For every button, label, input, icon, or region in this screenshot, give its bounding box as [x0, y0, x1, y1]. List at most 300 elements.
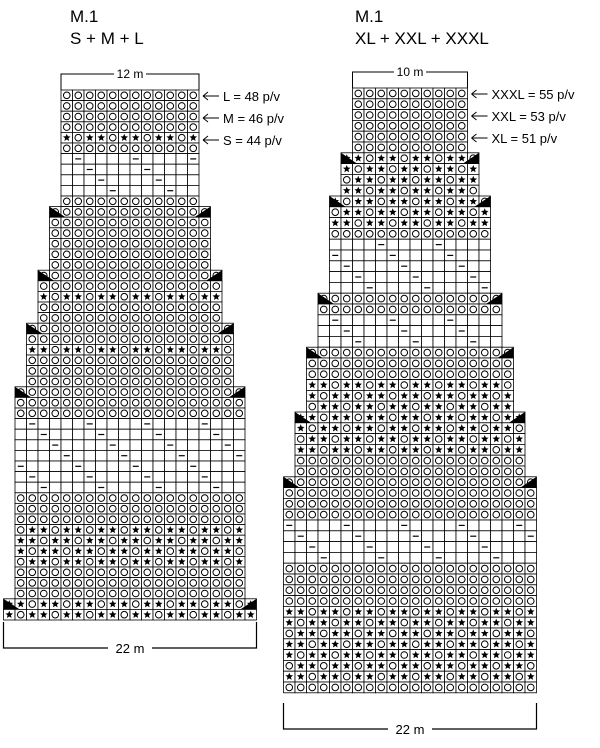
- grid-cell: [330, 272, 342, 283]
- grid-cell: [479, 520, 491, 531]
- grid-cell: [153, 461, 165, 472]
- grid-cell: [38, 419, 50, 430]
- grid-cell: [188, 164, 200, 175]
- grid-cell: [107, 450, 119, 461]
- top-width-label: 10 m: [396, 65, 424, 79]
- chart-row: [284, 671, 537, 682]
- size-label: XXXL = 55 p/v: [491, 87, 575, 102]
- chart-row: [284, 552, 537, 563]
- grid-cell: [422, 261, 434, 272]
- grid-cell: [445, 282, 457, 293]
- chart-row: [330, 250, 491, 261]
- grid-cell: [387, 520, 399, 531]
- chart-row: [318, 336, 502, 347]
- grid-cell: [479, 272, 491, 283]
- grid-cell: [119, 164, 131, 175]
- grid-cell: [456, 315, 468, 326]
- grid-cell: [525, 542, 537, 553]
- grid-cell: [468, 552, 480, 563]
- grid-cell: [468, 239, 480, 250]
- grid-cell: [176, 154, 188, 165]
- grid-cell: [211, 419, 223, 430]
- grid-cell: [84, 154, 96, 165]
- bottom-width-label: 22 m: [115, 641, 145, 656]
- grid-cell: [318, 520, 330, 531]
- grid-cell: [353, 315, 365, 326]
- grid-cell: [330, 531, 342, 542]
- grid-cell: [119, 175, 131, 186]
- grid-cell: [341, 542, 353, 553]
- grid-cell: [176, 472, 188, 483]
- chart-row: [330, 207, 491, 218]
- grid-cell: [330, 552, 342, 563]
- chart-row: [50, 217, 211, 228]
- grid-cell: [61, 419, 73, 430]
- grid-cell: [176, 419, 188, 430]
- grid-cell: [341, 282, 353, 293]
- grid-cell: [199, 440, 211, 451]
- grid-cell: [364, 326, 376, 337]
- grid-cell: [119, 154, 131, 165]
- chart-row: [295, 444, 525, 455]
- grid-cell: [222, 419, 234, 430]
- grid-cell: [364, 336, 376, 347]
- grid-cell: [165, 450, 177, 461]
- grid-cell: [399, 531, 411, 542]
- chart-row: [284, 520, 537, 531]
- grid-cell: [376, 315, 388, 326]
- chart-row: [50, 249, 211, 260]
- grid-cell: [38, 440, 50, 451]
- grid-cell: [491, 520, 503, 531]
- grid-cell: [73, 175, 85, 186]
- grid-cell: [222, 429, 234, 440]
- chart-row: [38, 291, 222, 302]
- grid-cell: [107, 461, 119, 472]
- chart-row: [341, 185, 479, 196]
- grid-cell: [176, 185, 188, 196]
- grid-cell: [61, 175, 73, 186]
- grid-cell: [119, 461, 131, 472]
- grid-cell: [38, 450, 50, 461]
- grid-cell: [341, 315, 353, 326]
- chart-row: [38, 270, 222, 281]
- grid-cell: [364, 250, 376, 261]
- chart-row: [353, 110, 468, 121]
- grid-cell: [479, 552, 491, 563]
- chart-row: [4, 609, 257, 620]
- grid-cell: [199, 429, 211, 440]
- grid-cell: [73, 450, 85, 461]
- grid-cell: [107, 482, 119, 493]
- grid-cell: [176, 440, 188, 451]
- chart-row: [353, 88, 468, 99]
- grid-cell: [96, 164, 108, 175]
- grid-cell: [387, 326, 399, 337]
- chart-right-title: M.1: [355, 7, 384, 26]
- chart-row: [15, 482, 245, 493]
- grid-cell: [514, 542, 526, 553]
- chart-row: [307, 358, 514, 369]
- grid-cell: [295, 520, 307, 531]
- grid-cell: [222, 472, 234, 483]
- grid-cell: [188, 185, 200, 196]
- grid-cell: [433, 531, 445, 542]
- chart-row: [27, 355, 234, 366]
- grid-cell: [422, 272, 434, 283]
- grid-cell: [15, 429, 27, 440]
- grid-cell: [364, 552, 376, 563]
- grid-cell: [364, 261, 376, 272]
- grid-cell: [353, 239, 365, 250]
- grid-cell: [330, 282, 342, 293]
- grid-cell: [445, 272, 457, 283]
- grid-cell: [153, 164, 165, 175]
- grid-cell: [130, 482, 142, 493]
- grid-cell: [295, 552, 307, 563]
- grid-cell: [399, 282, 411, 293]
- grid-cell: [142, 185, 154, 196]
- grid-cell: [142, 440, 154, 451]
- size-label: XL = 51 p/v: [491, 131, 558, 146]
- grid-cell: [107, 164, 119, 175]
- chart-row: [341, 153, 479, 164]
- grid-cell: [502, 542, 514, 553]
- grid-cell: [410, 542, 422, 553]
- chart-row: [295, 455, 525, 466]
- chart-row: [318, 326, 502, 337]
- grid-cell: [211, 472, 223, 483]
- grid-cell: [234, 419, 246, 430]
- grid-cell: [188, 450, 200, 461]
- grid-cell: [376, 250, 388, 261]
- grid-cell: [15, 482, 27, 493]
- grid-cell: [165, 164, 177, 175]
- grid-cell: [445, 552, 457, 563]
- grid-cell: [422, 552, 434, 563]
- grid-cell: [387, 336, 399, 347]
- grid-cell: [433, 250, 445, 261]
- chart-row: [295, 423, 525, 434]
- grid-cell: [199, 450, 211, 461]
- grid-cell: [330, 336, 342, 347]
- grid-cell: [73, 185, 85, 196]
- grid-cell: [27, 429, 39, 440]
- grid-cell: [84, 440, 96, 451]
- grid-cell: [222, 482, 234, 493]
- grid-cell: [222, 461, 234, 472]
- grid-cell: [353, 542, 365, 553]
- grid-cell: [84, 461, 96, 472]
- grid-cell: [364, 315, 376, 326]
- chart-row: [307, 380, 514, 391]
- chart-row: [50, 207, 211, 218]
- grid-cell: [27, 461, 39, 472]
- grid-cell: [330, 520, 342, 531]
- grid-cell: [130, 450, 142, 461]
- grid-cell: [15, 440, 27, 451]
- chart-row: [284, 617, 537, 628]
- grid-cell: [387, 552, 399, 563]
- grid-cell: [153, 419, 165, 430]
- grid-cell: [153, 440, 165, 451]
- grid-cell: [376, 326, 388, 337]
- grid-cell: [479, 239, 491, 250]
- grid-cell: [199, 461, 211, 472]
- grid-cell: [376, 531, 388, 542]
- grid-cell: [142, 154, 154, 165]
- grid-cell: [330, 239, 342, 250]
- grid-cell: [119, 482, 131, 493]
- grid-cell: [188, 482, 200, 493]
- grid-cell: [491, 326, 503, 337]
- grid-cell: [165, 175, 177, 186]
- chart-row: [318, 315, 502, 326]
- chart-row: [38, 281, 222, 292]
- grid-cell: [433, 336, 445, 347]
- grid-cell: [410, 239, 422, 250]
- grid-cell: [176, 164, 188, 175]
- grid-cell: [376, 542, 388, 553]
- grid-cell: [468, 315, 480, 326]
- grid-cell: [341, 272, 353, 283]
- grid-cell: [119, 440, 131, 451]
- grid-cell: [422, 315, 434, 326]
- grid-cell: [456, 552, 468, 563]
- chart-row: [353, 120, 468, 131]
- grid-cell: [433, 326, 445, 337]
- chart-row: [61, 111, 199, 122]
- chart-right-subtitle: XL + XXL + XXXL: [355, 29, 489, 48]
- grid-cell: [73, 482, 85, 493]
- grid-cell: [96, 419, 108, 430]
- grid-cell: [341, 552, 353, 563]
- grid-cell: [130, 164, 142, 175]
- grid-cell: [176, 175, 188, 186]
- chart-row: [27, 376, 234, 387]
- grid-cell: [307, 531, 319, 542]
- grid-cell: [50, 419, 62, 430]
- chart-row: [15, 535, 245, 546]
- grid-cell: [445, 239, 457, 250]
- grid-cell: [410, 315, 422, 326]
- grid-cell: [456, 282, 468, 293]
- grid-cell: [445, 531, 457, 542]
- grid-cell: [353, 552, 365, 563]
- grid-cell: [234, 461, 246, 472]
- grid-cell: [376, 282, 388, 293]
- grid-cell: [84, 175, 96, 186]
- chart-row: [61, 132, 199, 143]
- grid-cell: [130, 185, 142, 196]
- grid-cell: [364, 239, 376, 250]
- grid-cell: [456, 272, 468, 283]
- grid-cell: [318, 326, 330, 337]
- grid-cell: [96, 461, 108, 472]
- grid-cell: [27, 450, 39, 461]
- grid-cell: [399, 239, 411, 250]
- chart-row: [284, 650, 537, 661]
- grid-cell: [234, 429, 246, 440]
- chart-row: [353, 142, 468, 153]
- grid-cell: [341, 531, 353, 542]
- grid-cell: [50, 461, 62, 472]
- grid-cell: [61, 461, 73, 472]
- grid-cell: [50, 429, 62, 440]
- chart-row: [330, 261, 491, 272]
- grid-cell: [211, 461, 223, 472]
- grid-cell: [38, 461, 50, 472]
- chart-row: [307, 401, 514, 412]
- chart-row: [27, 344, 234, 355]
- chart-row: [341, 174, 479, 185]
- grid-cell: [107, 419, 119, 430]
- chart-row: [307, 347, 514, 358]
- chart-row: [15, 546, 245, 557]
- grid-cell: [468, 542, 480, 553]
- grid-cell: [514, 552, 526, 563]
- grid-cell: [119, 472, 131, 483]
- chart-row: [27, 323, 234, 334]
- grid-cell: [307, 520, 319, 531]
- chart-row: [330, 228, 491, 239]
- chart-row: [284, 509, 537, 520]
- size-label: S = 44 p/v: [223, 133, 282, 148]
- grid-cell: [468, 261, 480, 272]
- grid-cell: [433, 261, 445, 272]
- chart-row: [15, 387, 245, 398]
- grid-cell: [491, 315, 503, 326]
- grid-cell: [525, 520, 537, 531]
- chart-row: [318, 304, 502, 315]
- grid-cell: [399, 552, 411, 563]
- chart-row: [284, 563, 537, 574]
- grid-cell: [142, 450, 154, 461]
- grid-cell: [107, 472, 119, 483]
- grid-cell: [479, 261, 491, 272]
- grid-cell: [364, 531, 376, 542]
- grid-cell: [61, 429, 73, 440]
- chart-row: [61, 164, 199, 175]
- grid-cell: [27, 440, 39, 451]
- grid-cell: [376, 272, 388, 283]
- grid-cell: [410, 326, 422, 337]
- grid-cell: [142, 175, 154, 186]
- grid-cell: [318, 315, 330, 326]
- grid-cell: [502, 531, 514, 542]
- grid-cell: [107, 154, 119, 165]
- grid-cell: [73, 440, 85, 451]
- grid-cell: [96, 450, 108, 461]
- chart-row: [61, 122, 199, 133]
- chart-row: [284, 639, 537, 650]
- grid-cell: [341, 250, 353, 261]
- grid-cell: [399, 315, 411, 326]
- chart-row: [50, 228, 211, 239]
- grid-cell: [307, 552, 319, 563]
- grid-cell: [399, 272, 411, 283]
- grid-cell: [468, 520, 480, 531]
- grid-cell: [61, 440, 73, 451]
- chart-row: [284, 574, 537, 585]
- bottom-width-label: 22 m: [395, 722, 425, 737]
- grid-cell: [456, 239, 468, 250]
- grid-cell: [376, 261, 388, 272]
- grid-cell: [318, 542, 330, 553]
- chart-row: [50, 238, 211, 249]
- chart-row: [61, 175, 199, 186]
- chart-row: [15, 514, 245, 525]
- chart-row: [61, 196, 199, 207]
- grid-cell: [491, 336, 503, 347]
- grid-cell: [433, 315, 445, 326]
- chart-row: [15, 556, 245, 567]
- grid-cell: [119, 429, 131, 440]
- grid-cell: [502, 552, 514, 563]
- grid-cell: [211, 450, 223, 461]
- grid-cell: [387, 282, 399, 293]
- chart-row: [15, 525, 245, 536]
- chart-row: [27, 366, 234, 377]
- grid-cell: [153, 185, 165, 196]
- grid-cell: [50, 482, 62, 493]
- chart-row: [318, 293, 502, 304]
- grid-cell: [176, 429, 188, 440]
- chart-row: [330, 239, 491, 250]
- grid-cell: [96, 472, 108, 483]
- chart-left-subtitle: S + M + L: [70, 29, 144, 48]
- grid-cell: [330, 261, 342, 272]
- grid-cell: [445, 336, 457, 347]
- grid-cell: [96, 154, 108, 165]
- grid-cell: [353, 282, 365, 293]
- grid-cell: [15, 450, 27, 461]
- grid-cell: [165, 482, 177, 493]
- grid-cell: [353, 261, 365, 272]
- chart-row: [284, 660, 537, 671]
- grid-cell: [422, 531, 434, 542]
- grid-cell: [502, 520, 514, 531]
- grid-cell: [176, 461, 188, 472]
- grid-cell: [27, 482, 39, 493]
- chart-row: [330, 196, 491, 207]
- chart-row: [295, 466, 525, 477]
- grid-cell: [73, 419, 85, 430]
- grid-cell: [165, 419, 177, 430]
- grid-cell: [61, 185, 73, 196]
- chart-row: [353, 131, 468, 142]
- chart-row: [38, 313, 222, 324]
- size-label: XXL = 53 p/v: [491, 109, 566, 124]
- grid-cell: [130, 429, 142, 440]
- grid-cell: [433, 520, 445, 531]
- grid-cell: [318, 336, 330, 347]
- chart-row: [284, 585, 537, 596]
- chart-row: [284, 682, 537, 693]
- grid-cell: [295, 542, 307, 553]
- grid-cell: [387, 261, 399, 272]
- grid-cell: [525, 552, 537, 563]
- grid-cell: [73, 429, 85, 440]
- grid-cell: [15, 419, 27, 430]
- grid-cell: [341, 239, 353, 250]
- grid-cell: [234, 482, 246, 493]
- grid-cell: [479, 250, 491, 261]
- grid-cell: [468, 326, 480, 337]
- grid-cell: [456, 531, 468, 542]
- chart-row: [50, 260, 211, 271]
- grid-cell: [514, 531, 526, 542]
